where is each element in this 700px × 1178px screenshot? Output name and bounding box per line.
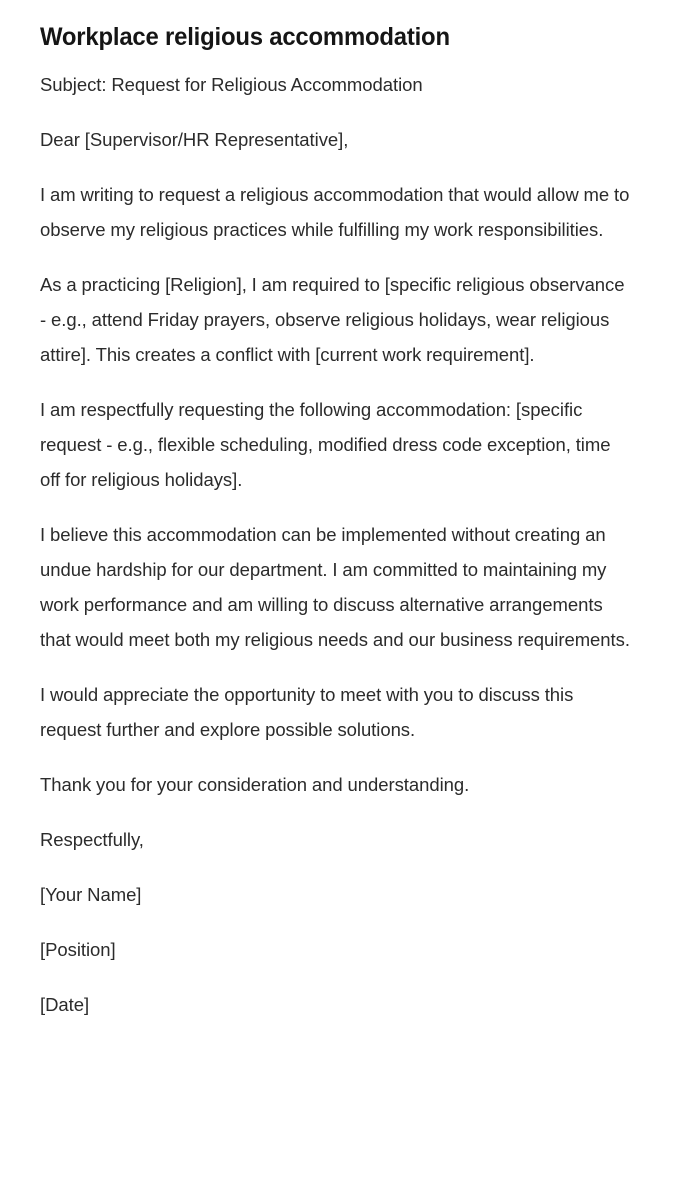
signoff-name-placeholder: [Your Name]: [40, 883, 142, 905]
letter-body: [40, 67, 635, 1022]
paragraph-salutation: Dear [Supervisor/HR Representative],: [40, 128, 349, 150]
signoff-position-placeholder: [Position]: [40, 938, 116, 960]
paragraph-thank-you: Thank you for your consideration and understanding.: [40, 773, 470, 795]
paragraph-religious-basis: As a practicing [Religion], I am required to [specific religious observance - e.g., attend Friday prayers, observe religious holidays, wear religious attire]. This creates a conflict with [current work requirement].: [40, 273, 625, 365]
page-title: Workplace religious accommodation: [40, 23, 450, 51]
paragraph-subject-line: Subject: Request for Religious Accommodation: [40, 73, 423, 95]
signoff-date-placeholder: [Date]: [40, 993, 90, 1015]
paragraph-specific-request: I am respectfully requesting the following accommodation: [specific request - e.g., flexible scheduling, modified dress code exception, time off for religious holidays].: [40, 398, 611, 490]
paragraph-undue-hardship: I believe this accommodation can be implemented without creating an undue hardship for our department. I am committed to maintaining my work performance and am willing to discuss alternative arrangements that would meet both my religious needs and our business requirements.: [40, 523, 630, 650]
paragraph-meeting-request: I would appreciate the opportunity to meet with you to discuss this request further and explore possible solutions.: [40, 683, 574, 740]
signoff-closing: Respectfully,: [40, 828, 144, 850]
paragraph-request-intro: I am writing to request a religious accommodation that would allow me to observe my religious practices while fulfilling my work responsibilities.: [40, 183, 630, 240]
